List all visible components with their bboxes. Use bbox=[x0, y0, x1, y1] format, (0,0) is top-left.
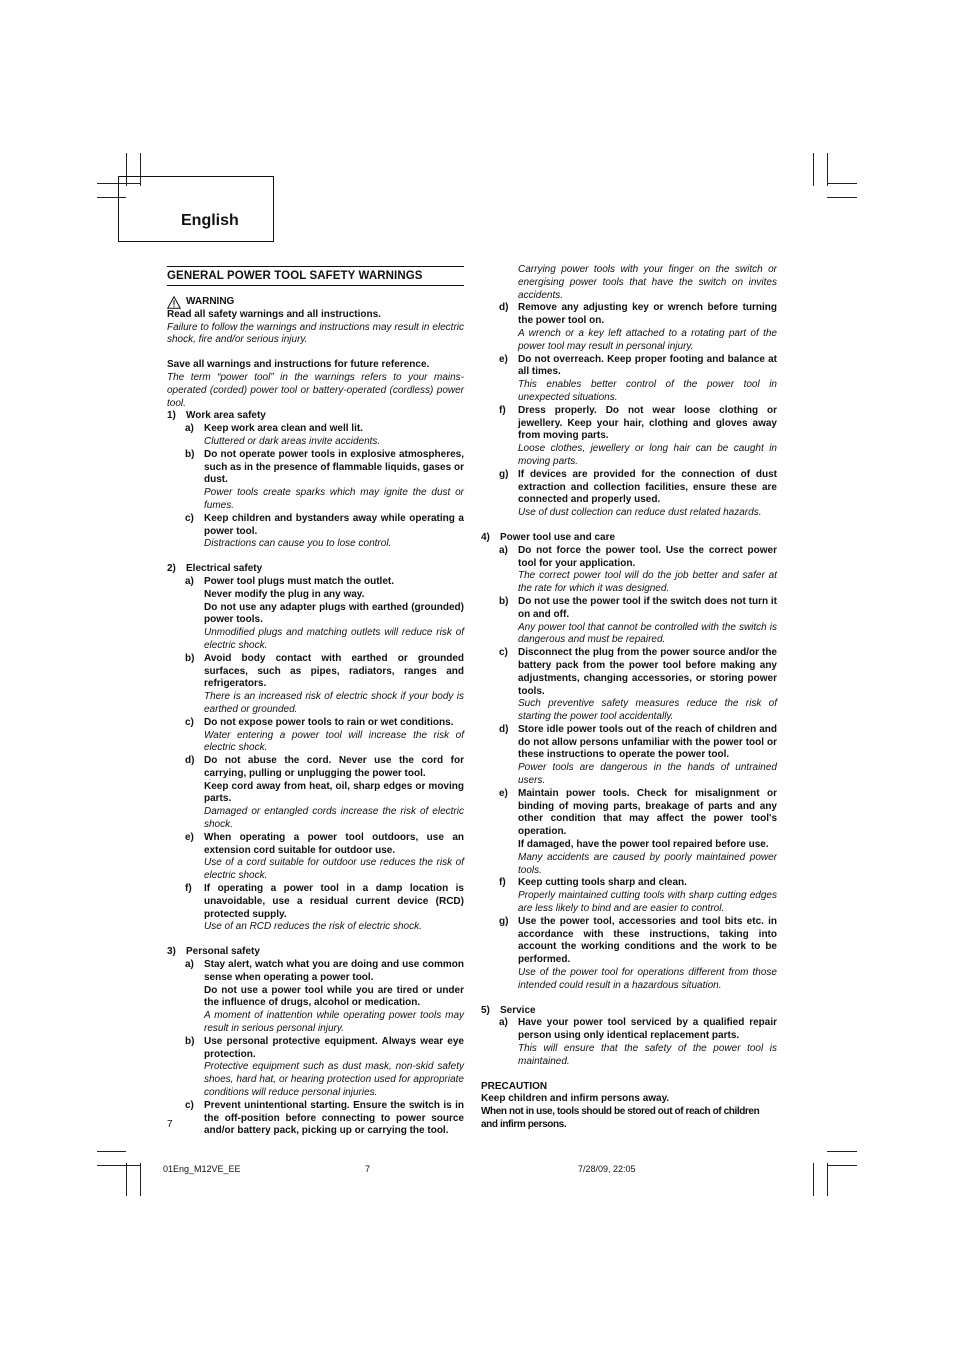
language-header-box bbox=[118, 176, 274, 242]
list-item: c) Do not expose power tools to rain or wet conditions. Water entering a power tool will increase the risk of electric shock. bbox=[185, 716, 464, 754]
crop-mark bbox=[827, 1163, 828, 1196]
precaution-line: When not in use, tools should be stored out of reach of children and infirm persons. bbox=[481, 1106, 760, 1130]
crop-mark bbox=[813, 153, 814, 186]
crop-mark bbox=[827, 1151, 857, 1152]
language-label: English bbox=[181, 212, 239, 229]
warning-heading bbox=[167, 296, 464, 309]
warning-triangle-icon bbox=[167, 296, 181, 309]
footer-date: 7/28/09, 22:05 bbox=[578, 1164, 636, 1174]
crop-mark bbox=[827, 197, 857, 198]
list-item: c) Prevent unintentional starting. Ensure the switch is in the off-position before connecting to power source and/or battery pack, picking up or carrying the tool. bbox=[185, 1099, 464, 1137]
warning-save-all: Save all warnings and instructions for future reference. bbox=[167, 359, 430, 371]
list-item: b) Do not operate power tools in explosive atmospheres, such as in the presence of flammable liquids, gases or dust. Power tools create sparks which may ignite the dust or fumes. bbox=[185, 448, 464, 511]
list-item: d) Store idle power tools out of the reach of children and do not allow persons unfamiliar with the power tool or these instructions to operate the power tool. Power tools are dangerous in the hands of untrained users. bbox=[499, 723, 777, 787]
list-item: d) Do not abuse the cord. Never use the cord for carrying, pulling or unplugging the power tool. Keep cord away from heat, oil, sharp edges or moving parts. Damaged or entangled cords increase the risk of electric shock. bbox=[185, 755, 464, 831]
list-item: b) Do not use the power tool if the switch does not turn it on and off. Any power tool that cannot be controlled with the switch is dangerous and must be repaired. bbox=[499, 595, 777, 646]
warning-failure-text: Failure to follow the warnings and instructions may result in electric shock, fire and/or serious injury. bbox=[167, 321, 464, 346]
list-item: e) When operating a power tool outdoors, use an extension cord suitable for outdoor use. Use of a cord suitable for outdoor use reduces the risk of electric shock. bbox=[185, 831, 464, 882]
list-item: f) Dress properly. Do not wear loose clothing or jewellery. Keep your hair, clothing and gloves away from moving parts. Loose clothes, jewellery or long hair can be caught in moving parts. bbox=[499, 404, 777, 467]
warning-label: WARNING bbox=[186, 295, 235, 307]
crop-mark bbox=[813, 1163, 814, 1196]
list-item: a) Keep work area clean and well lit. Cluttered or dark areas invite accidents. bbox=[185, 423, 381, 447]
warning-read-all: Read all safety warnings and all instructions. bbox=[167, 308, 381, 320]
list-item: g) If devices are provided for the connection of dust extraction and collection facilities, ensure these are connected and properly used. Use of dust collection can reduce dust related hazards. bbox=[499, 468, 777, 519]
list-item: e) Maintain power tools. Check for misalignment or binding of moving parts, breakage of parts and any other condition that may affect the power tool's operation. If damaged, have the power tool repaired before use. Many accidents are caused by poorly maintained power tools. bbox=[499, 787, 777, 876]
crop-mark bbox=[140, 1163, 141, 1196]
footer-file-name: 01Eng_M12VE_EE bbox=[163, 1164, 241, 1174]
page-number: 7 bbox=[167, 1119, 173, 1130]
list-item-continued: Carrying power tools with your finger on the switch or energising power tools that have the switch on invites accidents. bbox=[518, 264, 777, 301]
left-column bbox=[167, 266, 464, 1138]
list-item: d) Remove any adjusting key or wrench before turning the power tool on. A wrench or a key left attached to a rotating part of the power tool may result in personal injury. bbox=[499, 302, 777, 352]
list-item: b) Avoid body contact with earthed or grounded surfaces, such as pipes, radiators, ranges and refrigerators. There is an increased risk of electric shock if your body is earthed or grounded. bbox=[185, 652, 464, 715]
crop-mark bbox=[827, 183, 857, 184]
list-item: f) If operating a power tool in a damp location is unavoidable, use a residual current device (RCD) protected supply. Use of an RCD reduces the risk of electric shock. bbox=[185, 883, 464, 933]
list-item: c) Keep children and bystanders away while operating a power tool. Distractions can cause you to lose control. bbox=[185, 512, 464, 550]
warning-term-text: The term “power tool” in the warnings refers to your mains-operated (corded) power tool or battery-operated (cordless) power tool. bbox=[167, 371, 464, 409]
precaution-heading: PRECAUTION bbox=[481, 1080, 548, 1092]
section-heading: 3) Personal safety bbox=[167, 946, 260, 958]
list-item: g) Use the power tool, accessories and tool bits etc. in accordance with these instructions, taking into account the working conditions and the work to be performed. Use of the power tool for operations different from those intended could result in a hazardous situation. bbox=[499, 915, 777, 991]
list-item: a) Stay alert, watch what you are doing and use common sense when operating a power tool. Do not use a power tool while you are tired or under the influence of drugs, alcohol or medication. A moment of inattention while operating power tools may result in serious personal injury. bbox=[185, 959, 464, 1035]
section-heading: 1) Work area safety bbox=[167, 410, 266, 422]
right-column bbox=[481, 264, 777, 1132]
section-heading: 2) Electrical safety bbox=[167, 563, 263, 575]
precaution-line: Keep children and infirm persons away. bbox=[481, 1093, 670, 1105]
section-heading: 4) Power tool use and care bbox=[481, 531, 616, 543]
section-heading: 5) Service bbox=[481, 1004, 536, 1016]
list-item: a) Power tool plugs must match the outlet. Never modify the plug in any way. Do not use any adapter plugs with earthed (grounded) power tools. Unmodified plugs and matching outlets will reduce risk of electric shock. bbox=[185, 575, 464, 651]
list-item: a) Have your power tool serviced by a qualified repair person using only identical replacement parts. This will ensure that the safety of the power tool is maintained. bbox=[499, 1017, 777, 1067]
crop-mark bbox=[126, 1163, 127, 1196]
list-item: c) Disconnect the plug from the power source and/or the battery pack from the power tool before making any adjustments, changing accessories, or storing power tools. Such preventive safety measures reduce the risk of starting the power tool accidentally. bbox=[499, 647, 777, 723]
crop-mark bbox=[827, 153, 828, 186]
crop-mark bbox=[827, 1165, 857, 1166]
list-item: b) Use personal protective equipment. Always wear eye protection. Protective equipment such as dust mask, non-skid safety shoes, hard hat, or hearing protection used for appropriate conditions will reduce personal injuries. bbox=[185, 1035, 464, 1099]
page-title: GENERAL POWER TOOL SAFETY WARNINGS bbox=[167, 266, 464, 286]
list-item: f) Keep cutting tools sharp and clean. Properly maintained cutting tools with sharp cutting edges are less likely to bind and are easier to control. bbox=[499, 877, 777, 915]
footer-page: 7 bbox=[365, 1164, 371, 1174]
crop-mark bbox=[97, 1151, 126, 1152]
list-item: a) Do not force the power tool. Use the correct power tool for your application. The correct power tool will do the job better and safer at the rate for which it was designed. bbox=[499, 544, 777, 595]
list-item: e) Do not overreach. Keep proper footing and balance at all times. This enables better control of the power tool in unexpected situations. bbox=[499, 353, 777, 403]
crop-mark bbox=[97, 1165, 140, 1166]
